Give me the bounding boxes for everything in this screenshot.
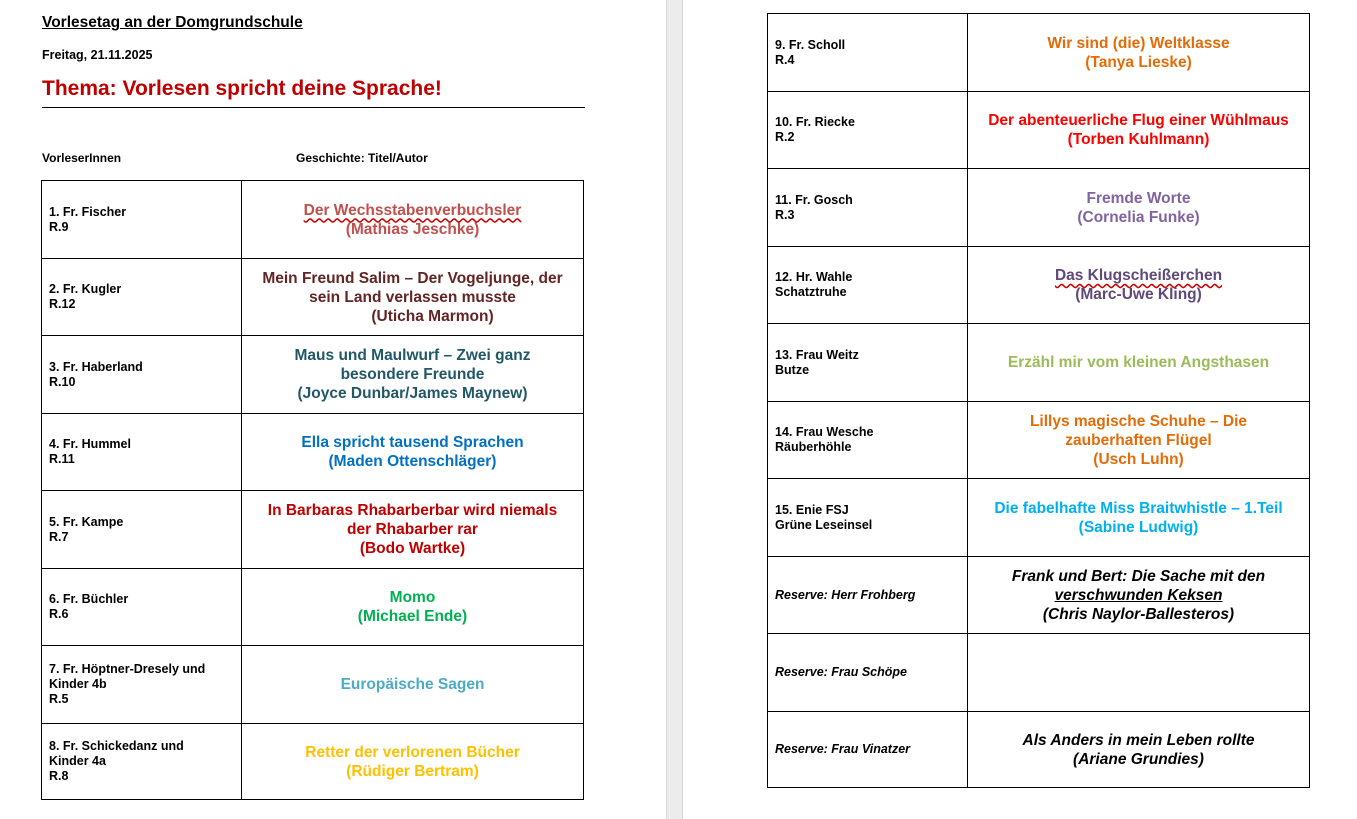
story-cell [242, 724, 584, 800]
story-cell [968, 324, 1310, 402]
reader-room: R.11 [49, 452, 75, 466]
reader-cell [42, 181, 242, 259]
reader-cell [768, 557, 968, 634]
reader-name: 2. Fr. Kugler [49, 282, 122, 296]
document-theme: Thema: Vorlesen spricht deine Sprache! [42, 77, 442, 100]
reader-cell [42, 336, 242, 414]
story-author: (Bodo Wartke) [359, 540, 466, 557]
table-row [768, 324, 1310, 402]
table-row [768, 634, 1310, 712]
reader-room: R.9 [49, 219, 69, 234]
story-cell-empty [968, 634, 1310, 712]
reader-cell [768, 169, 968, 247]
story-title: Frank und Bert: Die Sache mit den [1011, 567, 1266, 585]
reader-name: Reserve: Frau Vinatzer [775, 742, 911, 756]
reader-cell [42, 414, 242, 491]
schedule-table-left [41, 180, 584, 800]
table-row [42, 646, 584, 724]
story-author: (Torben Kuhlmann) [1067, 131, 1210, 148]
story-line [974, 266, 1303, 285]
story-title-cont: sein Land verlassen musste [309, 288, 516, 306]
story-title-cont: zauberhaften Flügel [1065, 431, 1212, 449]
document-date: Freitag, 21.11.2025 [42, 48, 153, 62]
story-author: (Tanya Lieske) [1085, 53, 1192, 71]
reader-cell [42, 646, 242, 724]
reader-group: Kinder 4b [49, 677, 107, 691]
reader-name: 15. Enie FSJ [775, 502, 849, 517]
reader-room: Schatztruhe [775, 285, 847, 299]
story-title-cont: der Rhabarber rar [347, 521, 478, 538]
story-author: (Cornelia Funke) [1077, 208, 1200, 226]
reader-name: 5. Fr. Kampe [49, 514, 124, 529]
story-cell [242, 646, 584, 724]
reader-cell [42, 569, 242, 646]
story-author: (Sabine Ludwig) [1078, 518, 1199, 536]
story-cell [242, 259, 584, 336]
table-row [768, 169, 1310, 247]
table-row [42, 181, 584, 259]
schedule-table-right [767, 13, 1310, 788]
table-row [42, 724, 584, 800]
story-title: Wir sind (die) Weltklasse [1047, 34, 1230, 52]
table-row [42, 491, 584, 569]
reader-name: 1. Fr. Fischer [49, 204, 127, 219]
story-author: (Ariane Grundies) [1073, 750, 1204, 768]
reader-cell [42, 491, 242, 569]
reader-cell [768, 402, 968, 479]
story-title: Das Klugscheißerchen [1054, 267, 1223, 284]
story-title: Erzähl mir vom kleinen Angsthasen [1007, 354, 1270, 371]
story-cell [968, 402, 1310, 479]
reader-room: Grüne Leseinsel [775, 517, 873, 532]
story-line [974, 586, 1303, 605]
reader-room: R.10 [49, 374, 76, 389]
column-header-readers: VorleserInnen [42, 151, 122, 165]
story-title-cont: verschwunden Keksen [1054, 586, 1223, 604]
story-line [248, 201, 577, 220]
column-header-story: Geschichte: Titel/Autor [296, 151, 428, 165]
reader-name: Reserve: Frau Schöpe [775, 665, 907, 679]
reader-name: 9. Fr. Scholl [775, 37, 846, 52]
story-author: (Usch Luhn) [1093, 450, 1184, 468]
reader-name: 11. Fr. Gosch [775, 192, 853, 207]
story-cell [968, 92, 1310, 169]
story-title: Fremde Worte [1086, 189, 1191, 207]
reader-name: 4. Fr. Hummel [49, 437, 131, 451]
reader-cell [768, 479, 968, 557]
reader-room: R.6 [49, 607, 69, 621]
story-author: (Marc-Uwe Kling) [1075, 286, 1202, 303]
story-author: (Michael Ende) [357, 608, 468, 625]
story-author: (Uticha Marmon) [371, 307, 494, 325]
reader-room: R.7 [49, 529, 69, 544]
reader-room: R.8 [49, 769, 69, 783]
reader-cell [768, 324, 968, 402]
reader-name: 8. Fr. Schickedanz und [49, 739, 184, 753]
story-title: Europäische Sagen [340, 676, 485, 693]
table-row [768, 14, 1310, 92]
story-title: Lillys magische Schuhe – Die [1029, 412, 1248, 430]
reader-cell [42, 724, 242, 800]
story-title: Momo [389, 589, 436, 606]
story-title: Retter der verlorenen Bücher [305, 743, 520, 761]
story-title: Mein Freund Salim – Der Vogeljunge, der [262, 269, 563, 287]
story-author: (Rüdiger Bertram) [346, 762, 479, 780]
story-title: Ella spricht tausend Sprachen [301, 434, 524, 451]
story-cell [968, 14, 1310, 92]
reader-name: 6. Fr. Büchler [49, 592, 129, 606]
reader-group: Kinder 4a [49, 754, 106, 768]
story-title-cont: besondere Freunde [340, 366, 485, 383]
reader-room: Butze [775, 362, 810, 377]
reader-room: R.12 [49, 297, 76, 311]
story-title: Als Anders in mein Leben rollte [1022, 731, 1255, 749]
story-cell [242, 569, 584, 646]
story-title: In Barbaras Rhabarberbar wird niemals [267, 502, 558, 519]
reader-room: R.3 [775, 207, 795, 222]
story-author: (Maden Ottenschläger) [328, 453, 497, 470]
table-row [42, 259, 584, 336]
story-cell [242, 491, 584, 569]
reader-name: 10. Fr. Riecke [775, 115, 855, 129]
table-row [768, 557, 1310, 634]
table-row [768, 712, 1310, 788]
reader-room: Räuberhöhle [775, 440, 852, 454]
document-title: Vorlesetag an der Domgrundschule [42, 14, 303, 31]
story-author: (Mathias Jeschke) [345, 220, 480, 238]
table-row [42, 414, 584, 491]
reader-room: R.2 [775, 130, 795, 144]
table-row [42, 569, 584, 646]
story-cell [968, 479, 1310, 557]
table-row [42, 336, 584, 414]
reader-cell [768, 634, 968, 712]
reader-name: 12. Hr. Wahle [775, 270, 853, 284]
reader-name: 3. Fr. Haberland [49, 359, 143, 374]
table-row [768, 479, 1310, 557]
story-title: Der Wechsstabenverbuchsler [303, 201, 522, 219]
reader-cell [768, 712, 968, 788]
reader-name: 7. Fr. Höptner-Dresely und [49, 662, 206, 676]
story-cell [968, 169, 1310, 247]
story-cell [968, 557, 1310, 634]
reader-cell [768, 14, 968, 92]
reader-name: 13. Frau Weitz [775, 347, 859, 362]
table-row [768, 92, 1310, 169]
story-cell [968, 712, 1310, 788]
story-title: Die fabelhafte Miss Braitwhistle – 1.Teil [994, 499, 1283, 517]
story-cell [242, 181, 584, 259]
reader-name: Reserve: Herr Frohberg [775, 587, 916, 602]
story-cell [242, 414, 584, 491]
reader-name: 14. Frau Wesche [775, 425, 874, 439]
reader-cell [42, 259, 242, 336]
story-cell [968, 247, 1310, 324]
reader-cell [768, 247, 968, 324]
story-author: (Chris Naylor-Ballesteros) [1042, 605, 1235, 623]
table-row [768, 402, 1310, 479]
reader-cell [768, 92, 968, 169]
page-gutter [666, 0, 683, 819]
story-cell [242, 336, 584, 414]
table-row [768, 247, 1310, 324]
reader-room: R.4 [775, 52, 795, 67]
story-title: Der abenteuerliche Flug einer Wühlmaus [988, 112, 1289, 129]
reader-room: R.5 [49, 692, 69, 706]
story-author: (Joyce Dunbar/James Maynew) [297, 385, 528, 402]
header-rule [42, 107, 585, 108]
story-title: Maus und Maulwurf – Zwei ganz [294, 347, 531, 364]
